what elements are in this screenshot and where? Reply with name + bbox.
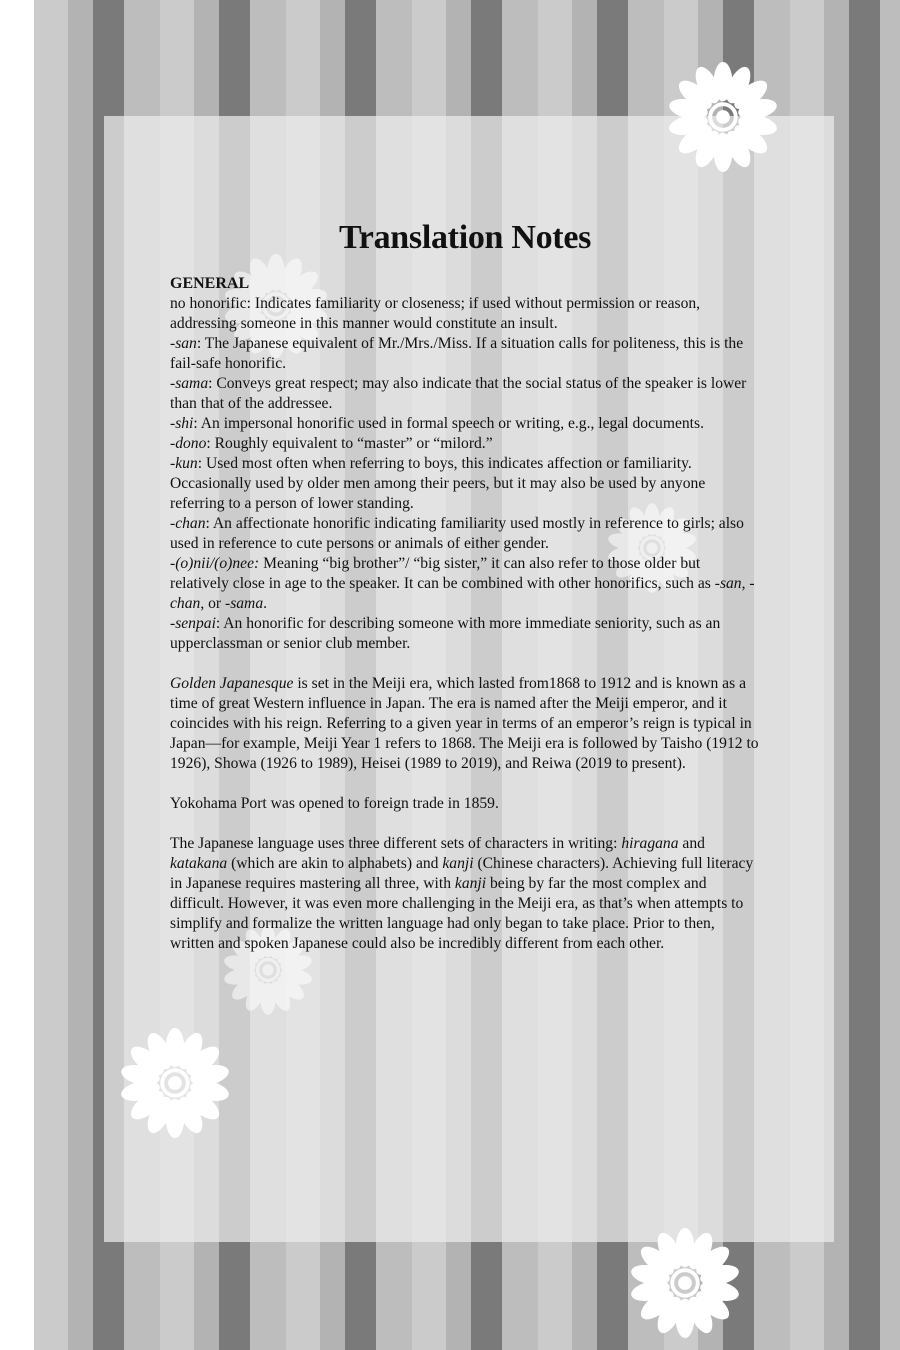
text-run: (which are akin to alphabets) and [227, 855, 443, 872]
honorific-desc: : Conveys great respect; may also indicate that the social status of the speaker is lower than that of the addressee. [170, 375, 747, 412]
honorific-entry [170, 454, 760, 514]
text-run: The Japanese language uses three different sets of characters in writing: [170, 835, 622, 852]
text-run: is set in the Meiji era, which lasted from1868 to 1912 and is known as a time of great Western influence in Japan. The era is named after the Meiji emperor, and it coincides with his reign. Referring to a given year in terms of an emperor’s reign is typical in Japan—for example, Meiji Year 1 refers to 1868. The Meiji era is followed by Taisho (1912 to 1926), Showa (1926 to 1989), Heisei (1989 to 2019), and Reiwa (2019 to present). [170, 675, 759, 772]
note-paragraph-yokohama [170, 794, 760, 814]
honorific-term: no honorific [170, 295, 247, 312]
honorific-entry [170, 334, 760, 374]
italic-run: Golden Japanesque [170, 675, 294, 692]
honorific-desc: : An honorific for describing someone with more immediate seniority, such as an upperclassman or senior club member. [170, 615, 721, 652]
text-run: . [263, 595, 268, 612]
italic-run: kanji [454, 875, 487, 892]
honorific-entry [170, 294, 760, 334]
honorific-entry [170, 414, 760, 434]
translation-notes [170, 216, 760, 954]
honorific-term: -san [170, 335, 197, 352]
honorific-term: -kun [170, 455, 198, 472]
honorific-desc: : An impersonal honorific used in formal speech or writing, e.g., legal documents. [193, 415, 704, 432]
honorific-entry [170, 614, 760, 654]
text-run: , [741, 575, 750, 592]
honorific-term: -sama [170, 375, 209, 392]
text-run: and [678, 835, 705, 852]
honorific-desc: : Roughly equivalent to “master” or “milord.” [206, 435, 493, 452]
italic-run: hiragana [621, 835, 679, 852]
honorific-term: -shi [170, 415, 194, 432]
italic-run: kanji [442, 855, 474, 872]
honorific-desc: : An affectionate honorific indicating familiarity used mostly in reference to girls; also used in reference to cute persons or animals of either gender. [170, 515, 744, 552]
section-heading-general: GENERAL [170, 275, 250, 292]
italic-run: -san [714, 575, 742, 592]
text-run: Yokohama Port was opened to foreign trade in 1859. [170, 795, 499, 812]
honorific-desc: : Used most often when referring to boys, this indicates affection or familiarity. Occasionally used by older men among their peers, but it may also be used by anyone referring to a person of lower standing. [170, 455, 706, 512]
italic-run: -chan [170, 575, 755, 612]
honorific-term: -(o)nii/(o)nee: [170, 555, 260, 572]
page-title: Translation Notes [338, 219, 592, 256]
text-run: (Chinese characters). Achieving full literacy in Japanese requires mastering all three, with [170, 855, 754, 892]
honorific-list [170, 294, 760, 654]
honorific-desc: Meaning “big brother”/ “big sister,” it can also refer to those older but relatively close in age to the speaker. It can be combined with other honorifics, such as [170, 555, 715, 592]
honorific-desc: : Indicates familiarity or closeness; if used without permission or reason, addressing someone in this manner would constitute an insult. [170, 295, 701, 332]
text-run: , or [200, 595, 225, 612]
note-paragraph-language [170, 834, 760, 954]
honorific-term: -senpai [170, 615, 216, 632]
honorific-term: -dono [170, 435, 207, 452]
flower-icon [626, 1224, 744, 1342]
flower-icon [664, 58, 782, 176]
honorific-entry [170, 514, 760, 554]
italic-run: -sama [225, 595, 264, 612]
italic-run: katakana [170, 855, 228, 872]
honorific-term: -chan [170, 515, 206, 532]
flower-icon [116, 1024, 234, 1142]
note-paragraph-meiji [170, 674, 760, 774]
honorific-entry [170, 434, 760, 454]
honorific-desc: : The Japanese equivalent of Mr./Mrs./Miss. If a situation calls for politeness, this is the fail-safe honorific. [170, 335, 744, 372]
text-run: being by far the most complex and difficult. However, it was even more challenging in the Meiji era, as that’s when attempts to simplify and formalize the written language had only began to take place. Prior to then, written and spoken Japanese could also be incredibly different from each other. [170, 875, 744, 952]
honorific-entry [170, 554, 760, 614]
honorific-entry [170, 374, 760, 414]
